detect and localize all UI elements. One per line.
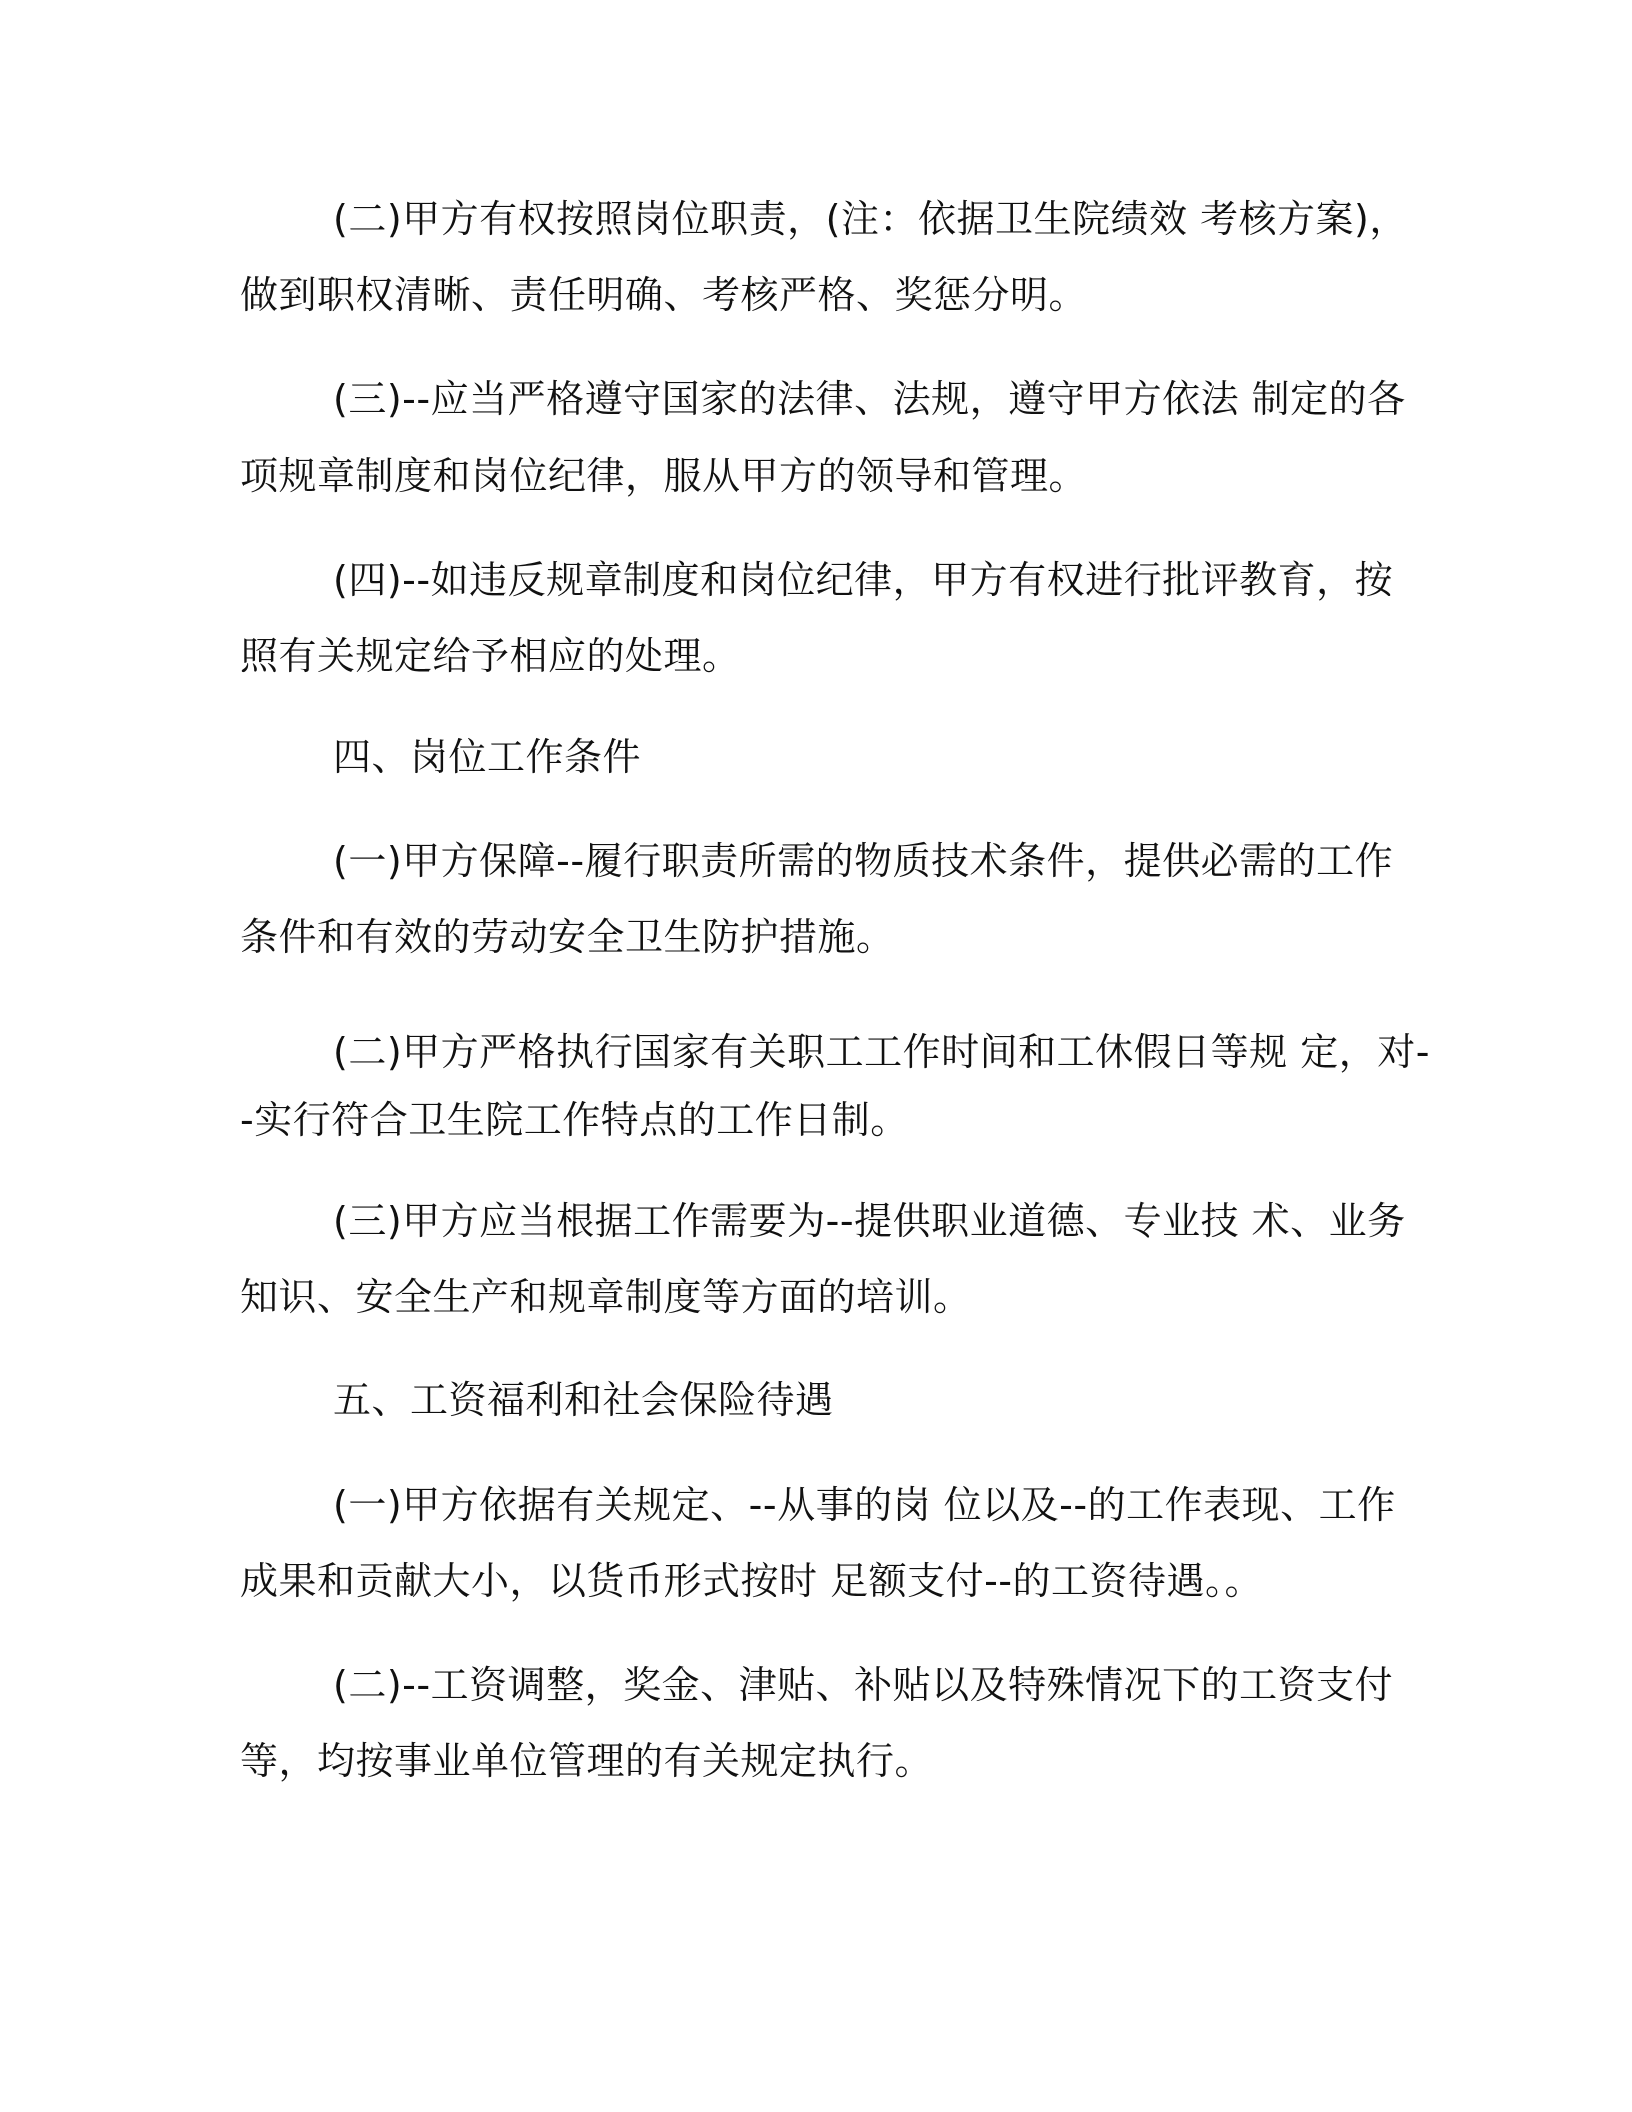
paragraph-line: (一)甲方依据有关规定、--从事的岗 位以及--的工作表现、工作 [333, 1483, 1396, 1527]
paragraph-line: 成果和贡献大小，以货币形式按时 足额支付--的工资待遇。。 [240, 1559, 1264, 1603]
paragraph-line: 做到职权清晰、责任明确、考核严格、奖惩分明。 [240, 273, 1088, 317]
section-heading: 四、岗位工作条件 [333, 735, 642, 779]
paragraph-line: (二)甲方有权按照岗位职责，(注：依据卫生院绩效 考核方案)， [333, 197, 1408, 241]
paragraph-line: 等，均按事业单位管理的有关规定执行。 [240, 1739, 934, 1783]
paragraph-line: 照有关规定给予相应的处理。 [240, 634, 741, 678]
paragraph-line: (二)甲方严格执行国家有关职工工作时间和工休假日等规 定，对- [333, 1030, 1430, 1074]
paragraph-line: (一)甲方保障--履行职责所需的物质技术条件，提供必需的工作 [333, 839, 1394, 883]
paragraph-line: (二)--工资调整，奖金、津贴、补贴以及特殊情况下的工资支付 [333, 1663, 1394, 1707]
paragraph-line: (三)--应当严格遵守国家的法律、法规，遵守甲方依法 制定的各 [333, 377, 1406, 421]
paragraph-line: (三)甲方应当根据工作需要为--提供职业道德、专业技 术、业务 [333, 1199, 1406, 1243]
paragraph-line: 知识、安全生产和规章制度等方面的培训。 [240, 1275, 972, 1319]
paragraph-line: 条件和有效的劳动安全卫生防护措施。 [240, 915, 895, 959]
paragraph-line: -实行符合卫生院工作特点的工作日制。 [240, 1098, 909, 1142]
section-heading: 五、工资福利和社会保险待遇 [333, 1378, 834, 1422]
paragraph-line: 项规章制度和岗位纪律，服从甲方的领导和管理。 [240, 454, 1088, 498]
paragraph-line: (四)--如违反规章制度和岗位纪律，甲方有权进行批评教育，按 [333, 558, 1394, 602]
